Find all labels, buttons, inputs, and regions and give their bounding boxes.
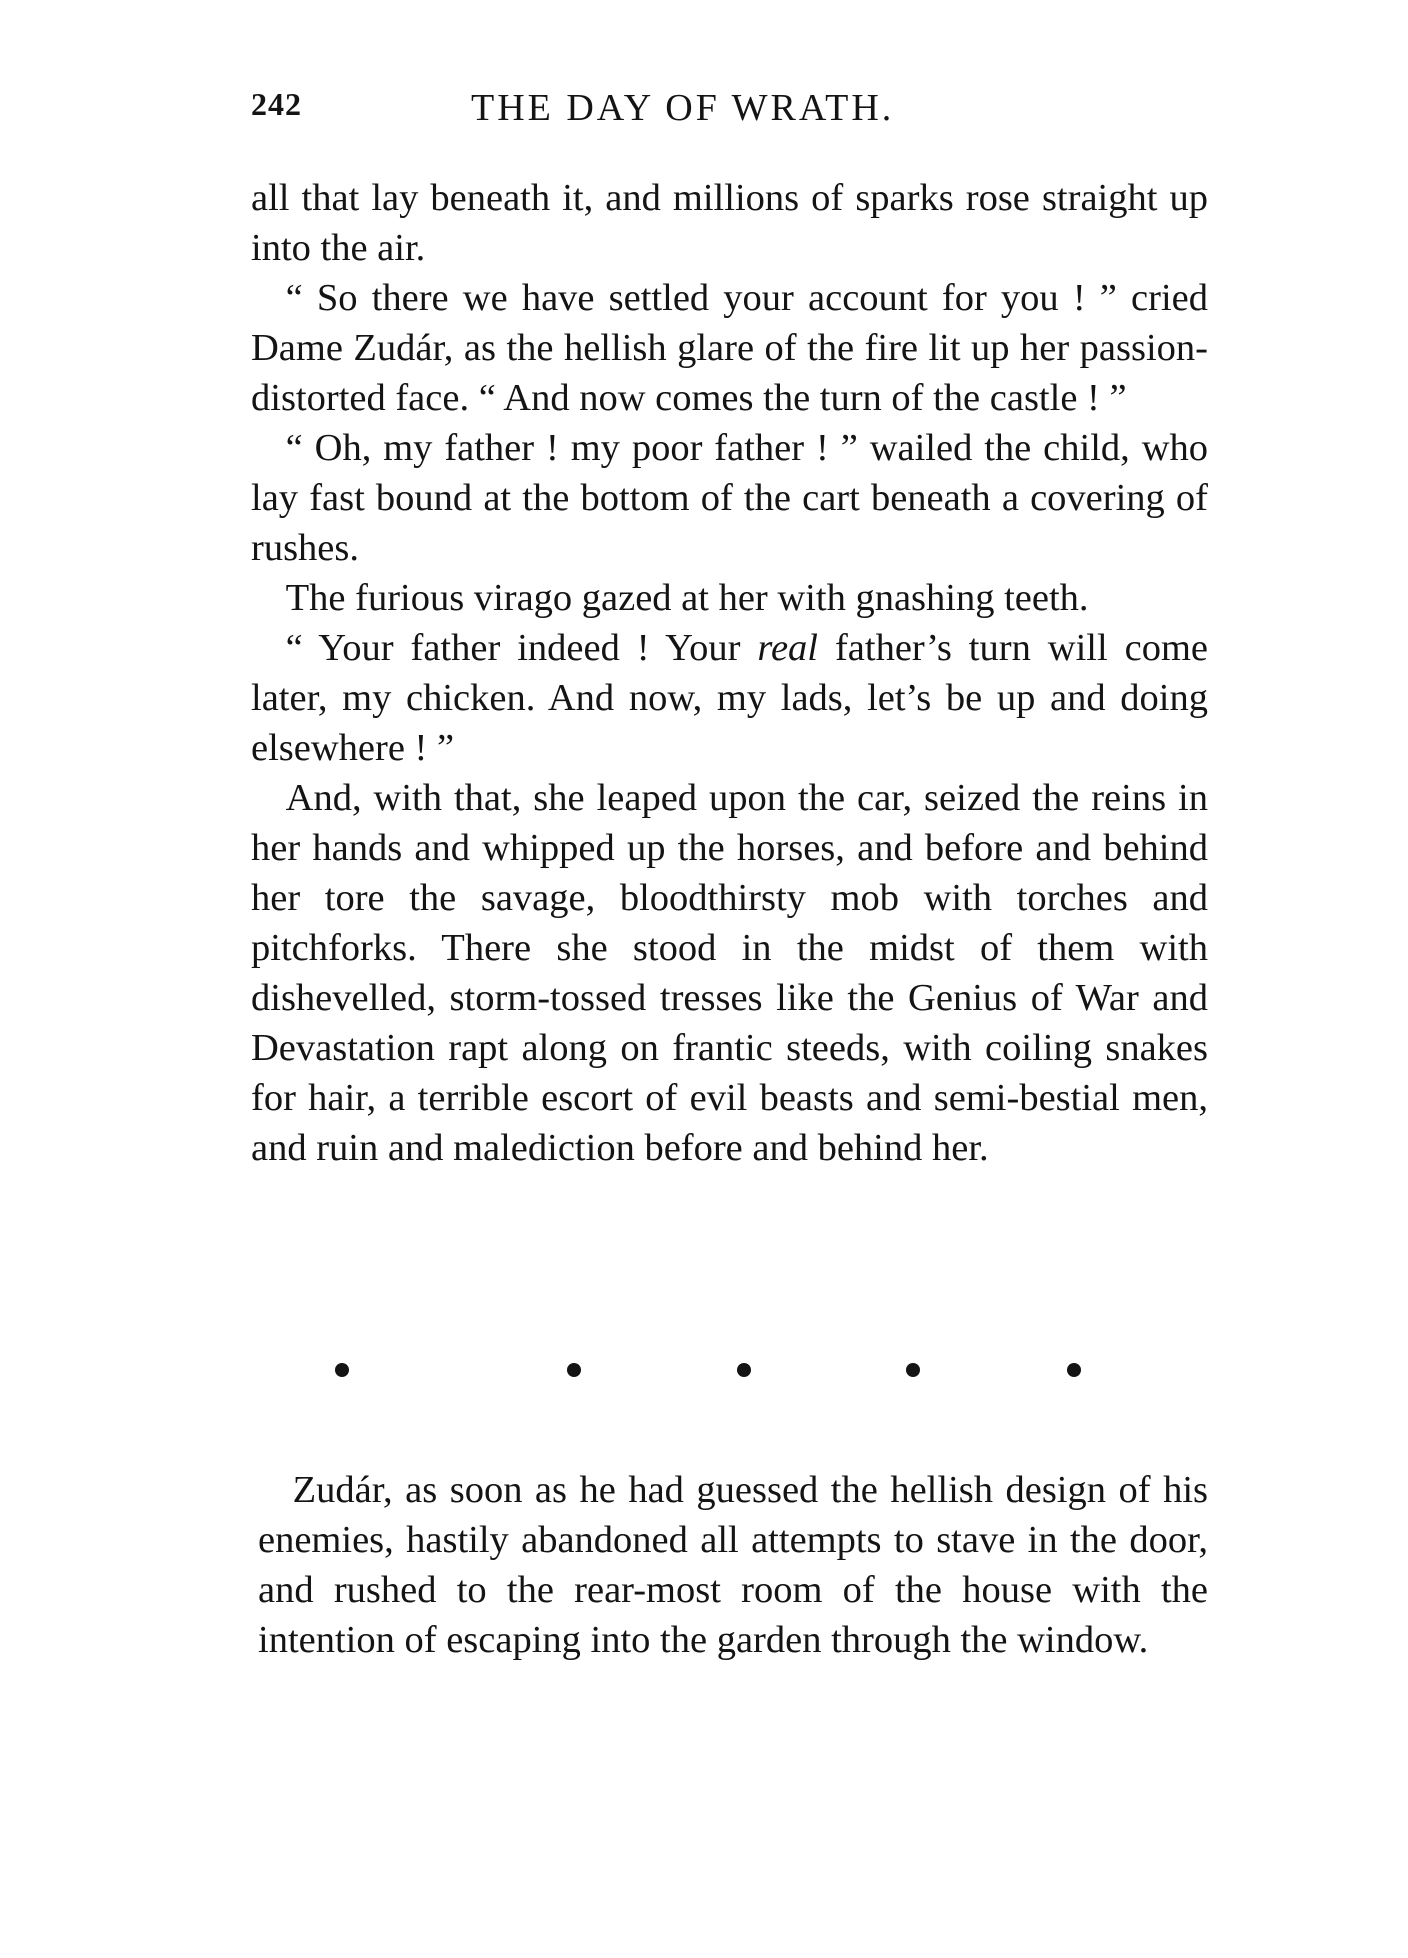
paragraph-text-after: father’s turn will come later, my chicken. And now, my lads, let’s be up and doing elsewhere ! ” [251,627,1209,769]
paragraph: “ Oh, my father ! my poor father ! ” wailed the child, who lay fast bound at the bottom of the cart beneath a covering of rushes. [251,427,1208,569]
section-break-dot [1067,1363,1081,1377]
page-header [251,86,1208,146]
paragraph: And, with that, she leaped upon the car, seized the reins in her hands and whipped up the horses, and before and behind her tore the savage, bloodthirsty mob with torches and pitchforks. There she stood in the midst of them with dishevelled, storm-tossed tresses like the Genius of War and Devastation rapt along on frantic steeds, with coiling snakes for hair, a terrible escort of evil beasts and semi-bestial men, and ruin and malediction before and behind her. [251,777,1208,1169]
italic-word: real [757,627,818,669]
paragraph: The furious virago gazed at her with gnashing teeth. [285,577,1089,619]
running-title: THE DAY OF WRATH. [471,87,895,129]
paragraph-text-before: “ Your father indeed ! Your [285,627,758,669]
paragraph: “ So there we have settled your account for you ! ” cried Dame Zudár, as the hellish glare of the fire lit up her passion-distorted face. “ And now comes the turn of the castle ! ” [251,277,1208,419]
page-number: 242 [251,86,302,122]
paragraph: Zudár, as soon as he had guessed the hellish design of his enemies, hastily abandoned all attempts to stave in the door, and rushed to the rear-most room of the house with the intention of escaping into the garden through the window. [258,1469,1208,1661]
main-text [251,173,1208,1173]
paragraph [251,623,1208,773]
next-section-text [258,1465,1208,1665]
section-break-dot [737,1363,751,1377]
section-break [251,1363,1208,1403]
paragraph-continuation: all that lay beneath it, and millions of sparks rose straight up into the air. [251,177,1208,269]
section-break-dot [335,1363,349,1377]
section-break-dot [906,1363,920,1377]
section-break-dot [567,1363,581,1377]
